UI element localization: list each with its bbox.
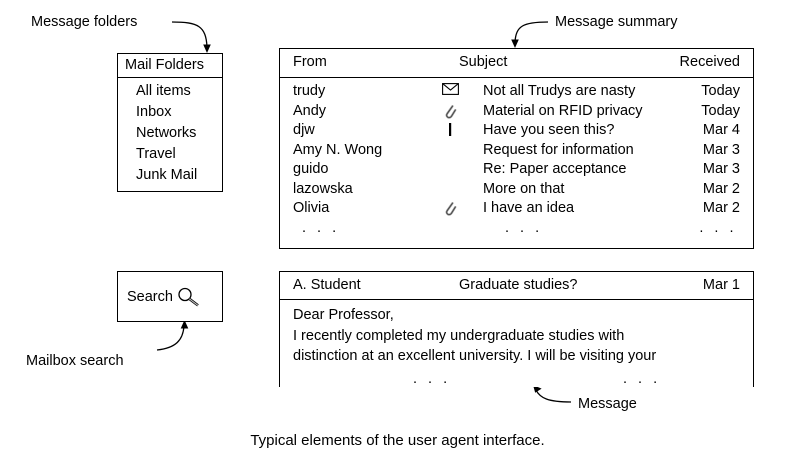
cell-from: djw: [293, 122, 315, 138]
message-body-line: Dear Professor,: [293, 307, 394, 323]
table-row[interactable]: [280, 122, 753, 142]
figure-caption: Typical elements of the user agent interface.: [250, 432, 545, 449]
cell-subject: I have an idea: [483, 200, 575, 216]
ellipsis-received: . . .: [699, 219, 737, 236]
annotation-mailbox-search: Mailbox search: [26, 353, 124, 369]
message-body-line: distinction at an excellent university. I will be visiting your: [293, 348, 657, 364]
table-row[interactable]: [280, 181, 753, 201]
cell-received: Mar 3: [702, 141, 740, 158]
cell-subject: Not all Trudys are nasty: [483, 83, 636, 99]
annotation-message-folders: Message folders: [31, 14, 138, 30]
sidebar-item-travel[interactable]: Travel: [136, 146, 176, 162]
message-body-line: I recently completed my undergraduate studies with: [293, 327, 625, 344]
cell-from: Amy N. Wong: [293, 141, 383, 158]
sidebar-item-junk-mail[interactable]: Junk Mail: [136, 167, 198, 183]
marker-icon: [440, 122, 460, 142]
cell-received: Today: [701, 83, 740, 99]
cell-received: Mar 4: [702, 122, 740, 138]
search-icon[interactable]: [176, 287, 202, 307]
cell-subject: Material on RFID privacy: [483, 102, 643, 119]
cell-from: Olivia: [293, 200, 330, 216]
paperclip-icon: [440, 200, 460, 221]
message-header: [280, 272, 753, 300]
ellipsis-subject: . . .: [505, 219, 543, 236]
cell-received: Mar 3: [702, 161, 740, 177]
cell-subject: Have you seen this?: [483, 122, 615, 138]
cell-from: Andy: [293, 102, 327, 119]
cell-received: Mar 2: [702, 200, 740, 216]
cell-from: lazowska: [293, 180, 353, 197]
mailbox-search-panel[interactable]: [117, 271, 223, 322]
column-header-from[interactable]: From: [293, 54, 327, 70]
table-row[interactable]: [280, 142, 753, 162]
ellipsis-left: . . .: [413, 370, 451, 387]
mail-folders-panel: [117, 53, 223, 192]
cell-from: trudy: [293, 83, 326, 99]
cell-received: Mar 2: [702, 180, 740, 197]
table-row[interactable]: [280, 83, 753, 103]
mail-folders-list: [118, 78, 222, 191]
message-list: [280, 78, 753, 248]
column-header-subject[interactable]: Subject: [459, 54, 508, 70]
message-summary-panel: [279, 48, 754, 249]
cell-received: Today: [701, 102, 740, 119]
ellipsis-right: . . .: [623, 370, 661, 387]
message-list-ellipsis-row: [280, 220, 753, 244]
annotation-message-summary: Message summary: [555, 14, 678, 30]
cell-subject: Request for information: [483, 141, 634, 158]
search-label: Search: [127, 288, 173, 305]
envelope-icon: [440, 83, 460, 99]
cell-from: guido: [293, 161, 329, 177]
cell-subject: Re: Paper acceptance: [483, 161, 627, 177]
message-body: [280, 300, 753, 393]
table-row[interactable]: [280, 161, 753, 181]
message-body-ellipsis-row: [293, 371, 753, 393]
message-received: Mar 1: [702, 277, 740, 293]
sidebar-item-all-items[interactable]: All items: [136, 83, 191, 99]
ellipsis-from: . . .: [302, 219, 340, 236]
mail-folders-title: Mail Folders: [118, 54, 222, 78]
paperclip-icon: [440, 103, 460, 124]
message-from: A. Student: [293, 277, 361, 293]
sidebar-item-networks[interactable]: Networks: [136, 125, 197, 141]
message-list-header: [280, 49, 753, 78]
cell-subject: More on that: [483, 180, 565, 197]
table-row[interactable]: [280, 200, 753, 220]
column-header-received[interactable]: Received: [679, 54, 740, 70]
message-subject: Graduate studies?: [459, 277, 578, 293]
message-panel: [279, 271, 754, 387]
annotation-message: Message: [578, 396, 637, 412]
table-row[interactable]: [280, 103, 753, 123]
sidebar-item-inbox[interactable]: Inbox: [136, 104, 172, 120]
